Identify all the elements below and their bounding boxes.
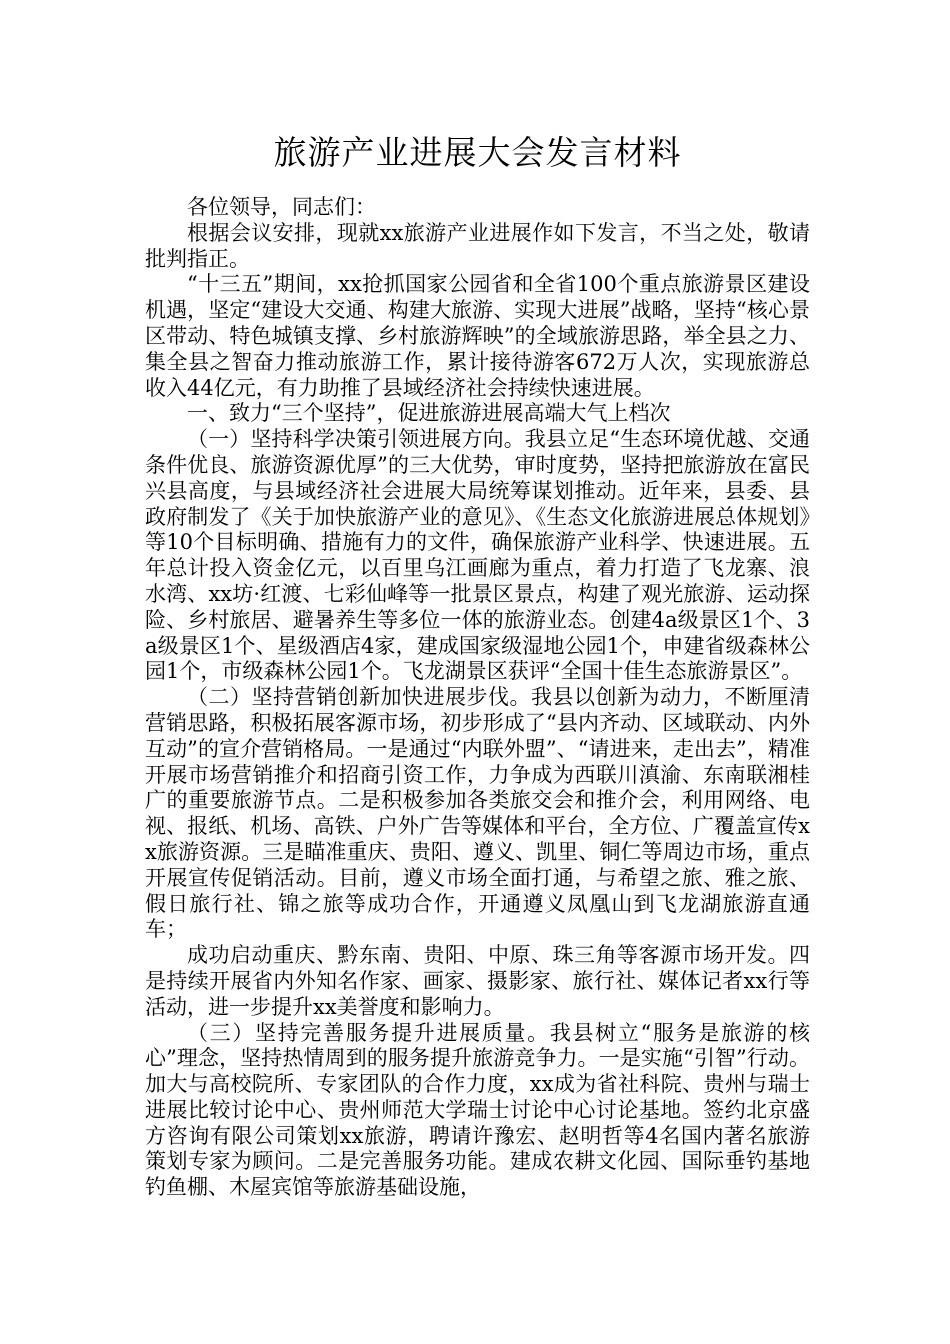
paragraph-salutation: 各位领导，同志们： (187, 195, 376, 219)
paragraph-intro: 根据会议安排，现就xx旅游产业进展作如下发言，不当之处，敬请批判指正。 (145, 220, 810, 271)
paragraph-markets: 成功启动重庆、黔东南、贵阳、中原、珠三角等客源市场开发。四是持续开展省内外知名作家、画家、摄影家、旅行社、媒体记者xx行等活动，进一步提升xx美誉度和影响力。 (145, 943, 810, 1019)
document-page (145, 0, 810, 1201)
paragraph-overview: “十三五”期间，xx抢抓国家公园省和全省100个重点旅游景区建设机遇，坚定“建设大交通、构建大旅游、实现大进展”战略，坚持“核心景区带动、特色城镇支撑、乡村旅游辉映”的全域旅游思路，举全县之力、集全县之智奋力推动旅游工作，累计接待游客672万人次，实现旅游总收入44亿元，有力助推了县域经济社会持续快速进展。 (145, 272, 810, 400)
paragraph-decision: （一）坚持科学决策引领进展方向。我县立足“生态环境优越、交通条件优良、旅游资源优厚”的三大优势，审时度势，坚持把旅游放在富民兴县高度，与县域经济社会进展大局统筹谋划推动。近年来，县委、县政府制发了《关于加快旅游产业的意见》、《生态文化旅游进展总体规划》等10个目标明确、措施有力的文件，确保旅游产业科学、快速进展。五年总计投入资金亿元，以百里乌江画廊为重点，着力打造了飞龙寨、浪水湾、xx坊·红渡、七彩仙峰等一批景区景点，构建了观光旅游、运动探险、乡村旅居、避暑养生等多位一体的旅游业态。创建4a级景区1个、3a级景区1个、星级酒店4家，建成国家级湿地公园1个，申建省级森林公园1个，市级森林公园1个。飞龙湖景区获评“全国十佳生态旅游景区”。 (145, 427, 810, 684)
document-body (145, 195, 810, 1201)
document-title: 旅游产业进展大会发言材料 (273, 133, 682, 172)
section-heading: 一、致力“三个坚持”，促进旅游进展高端大气上档次 (187, 401, 671, 426)
paragraph-marketing: （二）坚持营销创新加快进展步伐。我县以创新为动力，不断厘清营销思路，积极拓展客源市场，初步形成了“县内齐动、区域联动、内外互动”的宣介营销格局。一是通过“内联外盟”、“请进来，走出去”，精准开展市场营销推介和招商引资工作，力争成为西联川滇渝、东南联湘桂广的重要旅游节点。二是积极参加各类旅交会和推介会，利用网络、电视、报纸、机场、高铁、户外广告等媒体和平台，全方位、广覆盖宣传xx旅游资源。三是瞄准重庆、贵阳、遵义、凯里、铜仁等周边市场，重点开展宣传促销活动。目前，遵义市场全面打通，与希望之旅、雅之旅、假日旅行社、锦之旅等成功合作，开通遵义凤凰山到飞龙湖旅游直通车； (145, 685, 810, 942)
paragraph-service: （三）坚持完善服务提升进展质量。我县树立“服务是旅游的核心”理念，坚持热情周到的服务提升旅游竞争力。一是实施“引智”行动。加大与高校院所、专家团队的合作力度，xx成为省社科院、贵州与瑞士进展比较讨论中心、贵州师范大学瑞士讨论中心讨论基地。签约北京盛方咨询有限公司策划xx旅游，聘请许豫宏、赵明哲等4名国内著名旅游策划专家为顾问。二是完善服务功能。建成农耕文化园、国际垂钓基地钓鱼棚、木屋宾馆等旅游基础设施， (145, 1020, 810, 1200)
